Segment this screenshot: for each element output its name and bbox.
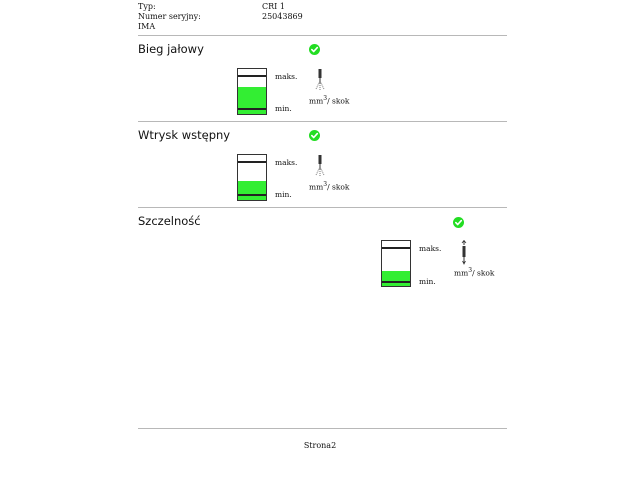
fuel-level-gauge (381, 240, 411, 287)
unit-label: $mm^3/$ skok (309, 181, 350, 192)
gauge-fill (238, 87, 266, 114)
max-line (238, 161, 266, 163)
serial-value: 25043869 (262, 12, 303, 21)
status-ok-icon (309, 44, 320, 55)
max-label: maks. (275, 158, 298, 167)
max-line (238, 75, 266, 77)
fuel-level-gauge (237, 68, 267, 115)
type-value: CRI 1 (262, 2, 285, 11)
page-number: Strona2 (303, 441, 337, 450)
divider (138, 35, 507, 36)
max-label: maks. (419, 244, 442, 253)
section-title-idle: Bieg jałowy (138, 42, 204, 56)
min-line (238, 194, 266, 196)
ima-label: IMA (138, 22, 156, 31)
section-title-pre-injection: Wtrysk wstępny (138, 128, 231, 142)
unit-label: $mm^3/$ skok (309, 95, 350, 106)
max-label: maks. (275, 72, 298, 81)
min-line (382, 281, 410, 283)
min-label: min. (419, 277, 436, 286)
max-line (382, 247, 410, 249)
min-label: min. (275, 190, 292, 199)
fuel-level-gauge (237, 154, 267, 201)
spray-nozzle-icon (314, 154, 326, 182)
section-title-tightness: Szczelność (138, 214, 201, 228)
unit-label: $mm^3/$ skok (454, 267, 495, 278)
gauge-fill (238, 181, 266, 200)
type-label: Typ: (138, 2, 156, 11)
min-label: min. (275, 104, 292, 113)
divider (138, 121, 507, 122)
status-ok-icon (309, 130, 320, 141)
divider (138, 207, 507, 208)
min-line (238, 108, 266, 110)
status-ok-icon (453, 217, 464, 228)
serial-label: Numer seryjny: (138, 12, 201, 21)
footer-divider (138, 428, 507, 429)
gauge-fill (382, 271, 410, 286)
leak-nozzle-icon (458, 240, 470, 270)
spray-nozzle-icon (314, 68, 326, 96)
